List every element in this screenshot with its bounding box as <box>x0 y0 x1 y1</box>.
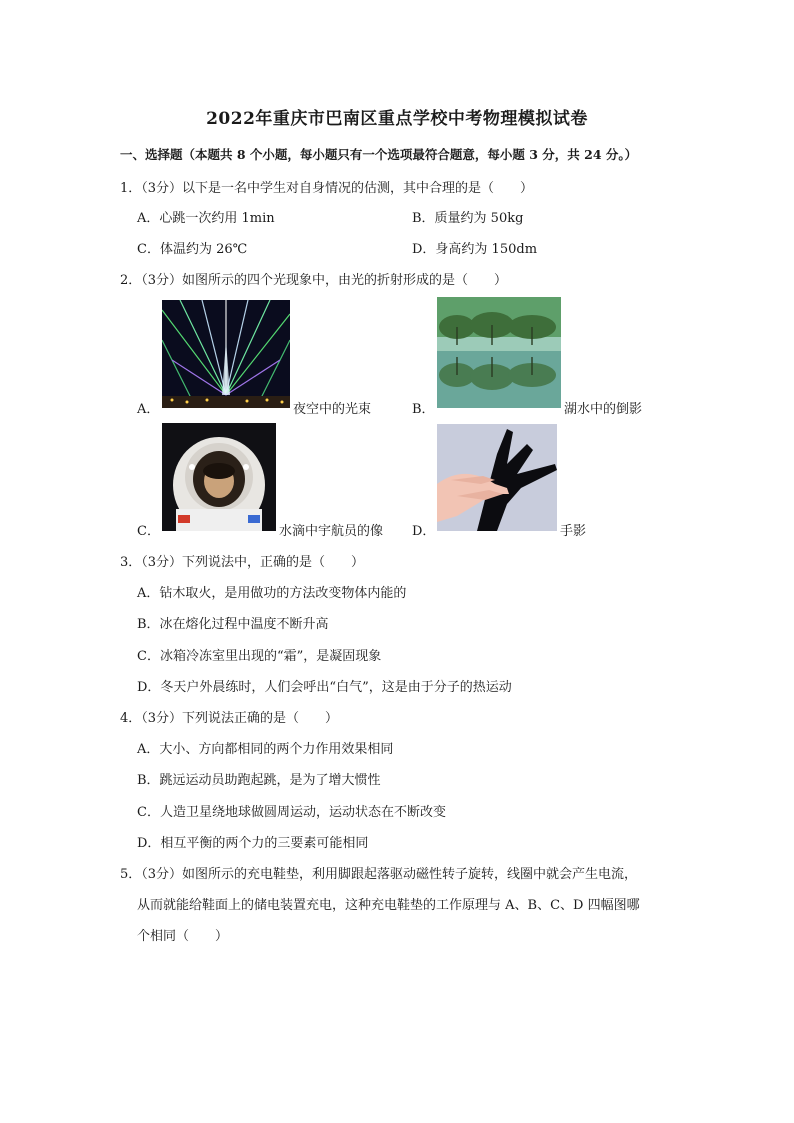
question-2-option-d-label: D． <box>412 524 436 539</box>
question-2-option-c-caption: 水滴中宇航员的像 <box>279 524 384 539</box>
page-title: 2022年重庆市巴南区重点学校中考物理模拟试卷 <box>206 109 588 129</box>
question-5-stem-line-2: 从而就能给鞋面上的储电装置充电，这种充电鞋垫的工作原理与 A、B、C、D 四幅图哪 <box>137 898 640 913</box>
astronaut-water-drop-image <box>162 423 276 531</box>
question-5-stem-line-1: 5．（3分）如图所示的充电鞋垫，利用脚跟起落驱动磁性转子旋转，线圈中就会产生电流， <box>120 867 638 882</box>
question-4-option-a: A．大小、方向都相同的两个力作用效果相同 <box>137 742 394 757</box>
night-light-beams-image <box>162 300 290 408</box>
question-1-stem: 1．（3分）以下是一名中学生对自身情况的估测，其中合理的是（ ） <box>120 181 534 196</box>
question-5-stem-line-3: 个相同（ ） <box>137 929 229 944</box>
question-3-stem: 3．（3分）下列说法中，正确的是（ ） <box>120 555 365 570</box>
question-2-option-a-label: A． <box>137 402 160 417</box>
question-1-option-b: B．质量约为 50kg <box>412 211 524 226</box>
hand-shadow-image <box>437 424 557 531</box>
question-4-stem: 4．（3分）下列说法正确的是（ ） <box>120 711 339 726</box>
question-1-option-c: C．体温约为 26℃ <box>137 242 248 257</box>
question-2-option-c-label: C． <box>137 524 160 539</box>
question-3-option-a: A．钻木取火，是用做功的方法改变物体内能的 <box>137 586 407 601</box>
question-3-option-b: B．冰在熔化过程中温度不断升高 <box>137 617 329 632</box>
question-2-option-d-caption: 手影 <box>560 524 587 539</box>
question-4-option-c: C．人造卫星绕地球做圆周运动，运动状态在不断改变 <box>137 805 446 820</box>
question-3-option-c: C．冰箱冷冻室里出现的“霜”，是凝固现象 <box>137 649 382 664</box>
question-2-option-a-caption: 夜空中的光束 <box>293 402 372 417</box>
question-4-option-d: D．相互平衡的两个力的三要素可能相同 <box>137 836 369 851</box>
question-4-option-b: B．跳远运动员助跑起跳，是为了增大惯性 <box>137 773 381 788</box>
question-2-option-b-label: B． <box>412 402 435 417</box>
section-heading: 一、选择题（本题共 8 个小题，每小题只有一个选项最符合题意，每小题 3 分，共 24 分。） <box>120 147 638 162</box>
question-1-option-a: A．心跳一次约用 1min <box>137 211 275 226</box>
question-1-option-d: D．身高约为 150dm <box>412 242 538 257</box>
lake-reflection-image <box>437 297 561 408</box>
question-2-option-b-caption: 湖水中的倒影 <box>564 402 643 417</box>
question-2-stem: 2．（3分）如图所示的四个光现象中，由光的折射形成的是（ ） <box>120 273 508 288</box>
question-3-option-d: D．冬天户外晨练时，人们会呼出“白气”，这是由于分子的热运动 <box>137 680 512 695</box>
